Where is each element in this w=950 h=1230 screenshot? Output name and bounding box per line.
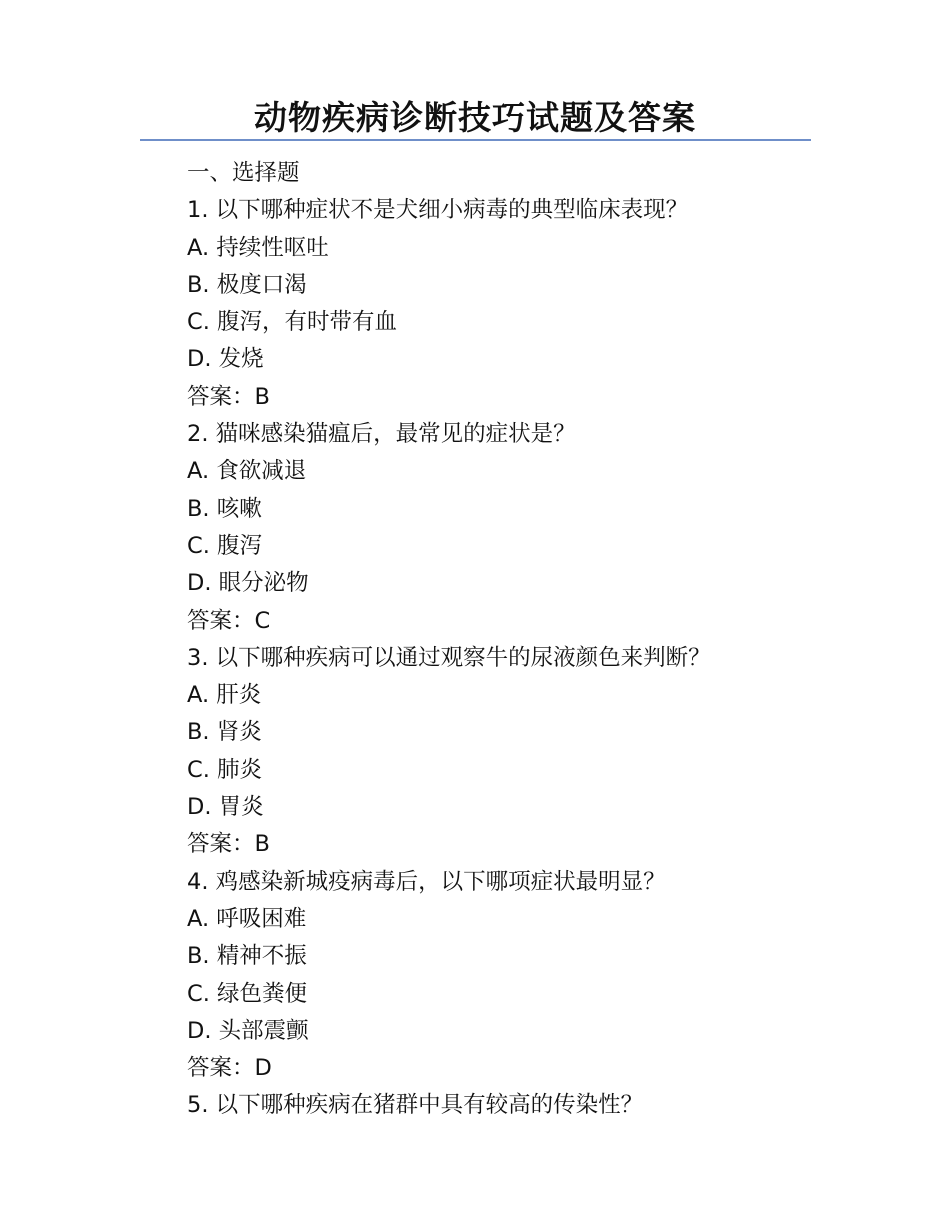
question-text: 2. 猫咪感染猫瘟后，最常见的症状是？ (187, 421, 576, 448)
option-b: B. 肾炎 (187, 719, 262, 746)
question-block-5 (187, 1087, 827, 1124)
page-title: 动物疾病诊断技巧试题及答案 (254, 98, 696, 137)
document-body (187, 155, 827, 1125)
option-b: B. 极度口渴 (187, 271, 307, 298)
answer-text: 答案：C (187, 607, 271, 634)
option-d: D. 眼分泌物 (187, 570, 309, 597)
option-d: D. 胃炎 (187, 794, 264, 821)
option-a: A. 肝炎 (187, 682, 262, 709)
question-block-4 (187, 864, 827, 1088)
question-text: 3. 以下哪种疾病可以通过观察牛的尿液颜色来判断？ (187, 644, 711, 671)
question-text: 5. 以下哪种疾病在猪群中具有较高的传染性？ (187, 1092, 644, 1119)
option-c: C. 绿色粪便 (187, 980, 308, 1007)
option-b: B. 精神不振 (187, 943, 307, 970)
question-text: 1. 以下哪种症状不是犬细小病毒的典型临床表现？ (187, 197, 689, 224)
question-text: 4. 鸡感染新城疫病毒后，以下哪项症状最明显？ (187, 868, 666, 895)
question-block-3 (187, 640, 827, 864)
option-d: D. 发烧 (187, 346, 264, 373)
title-underline (140, 139, 811, 141)
option-c: C. 腹泻 (187, 532, 263, 559)
question-block-2 (187, 416, 827, 640)
question-block-1 (187, 192, 827, 416)
option-d: D. 头部震颤 (187, 1017, 309, 1044)
option-b: B. 咳嗽 (187, 495, 262, 522)
option-a: A. 持续性呕吐 (187, 234, 329, 261)
section-heading: 一、选择题 (187, 160, 300, 186)
answer-text: 答案：B (187, 383, 270, 410)
option-c: C. 肺炎 (187, 756, 263, 783)
option-c: C. 腹泻，有时带有血 (187, 309, 398, 336)
answer-text: 答案：D (187, 1055, 272, 1082)
option-a: A. 食欲减退 (187, 458, 307, 485)
option-a: A. 呼吸困难 (187, 905, 307, 932)
answer-text: 答案：B (187, 831, 270, 858)
